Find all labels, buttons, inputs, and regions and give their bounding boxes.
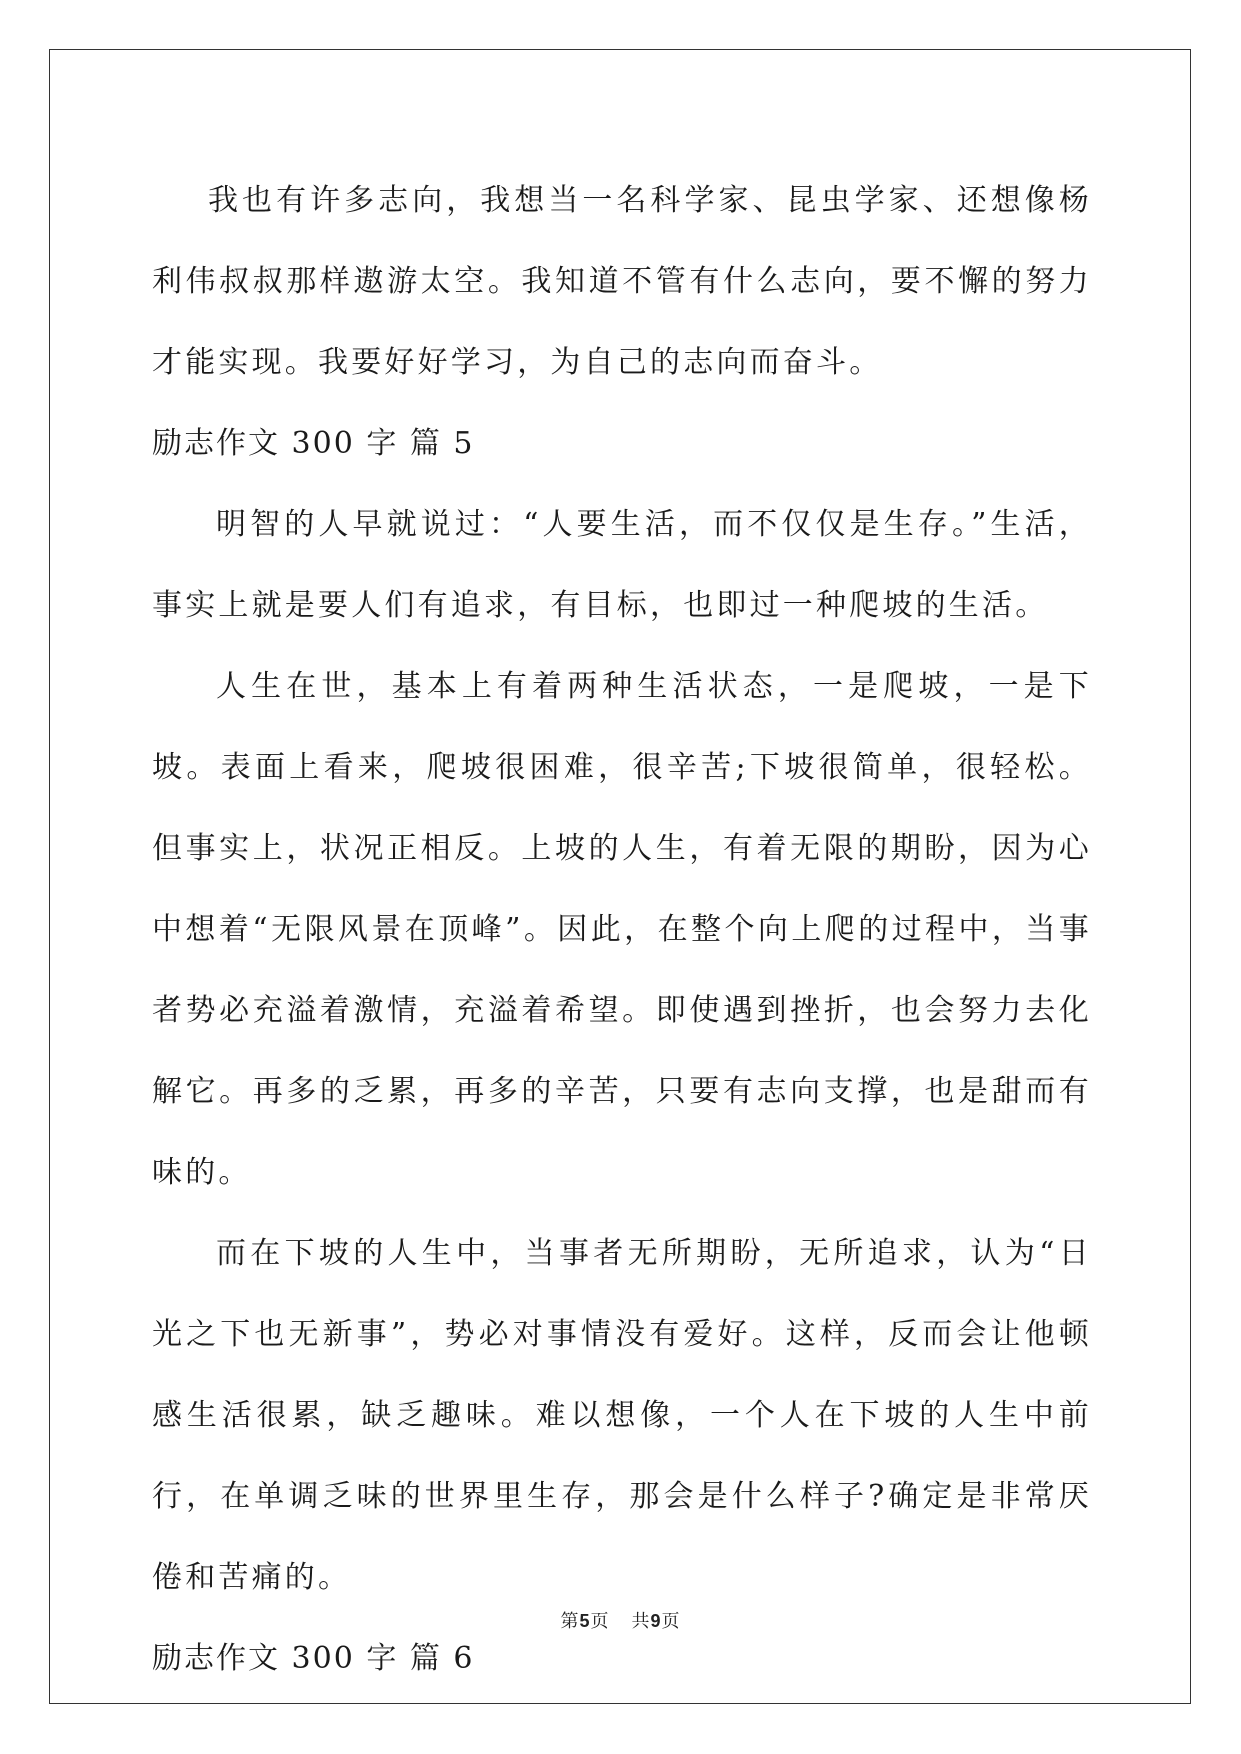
footer-total-prefix: 共 [631, 1611, 651, 1632]
current-page-number: 5 [579, 1611, 591, 1631]
footer-total-suffix: 页 [661, 1611, 681, 1632]
footer-prefix: 第 [560, 1611, 580, 1632]
document-body [152, 160, 1092, 1699]
section-heading: 励志作文 300 字 篇 6 [152, 1641, 475, 1676]
paragraph: 我也有许多志向，我想当一名科学家、昆虫学家、还想像杨利伟叔叔那样遨游太空。我知道不管有什么志向，要不懈的努力才能实现。我要好好学习，为自己的志向而奋斗。 [152, 183, 1092, 380]
paragraph: 而在下坡的人生中，当事者无所期盼，无所追求，认为“日光之下也无新事”，势必对事情没有爱好。这样，反而会让他顿感生活很累，缺乏趣味。难以想像，一个人在下坡的人生中前行，在单调乏味的世界里生存，那会是什么样子?确定是非常厌倦和苦痛的。 [152, 1236, 1092, 1595]
total-page-count: 9 [650, 1611, 662, 1631]
paragraph: 人生在世，基本上有着两种生活状态，一是爬坡，一是下坡。表面上看来，爬坡很困难，很辛苦;下坡很简单，很轻松。但事实上，状况正相反。上坡的人生，有着无限的期盼，因为心中想着“无限风景在顶峰”。因此，在整个向上爬的过程中，当事者势必充溢着激情，充溢着希望。即使遇到挫折，也会努力去化解它。再多的乏累，再多的辛苦，只要有志向支撑，也是甜而有味的。 [152, 669, 1092, 1190]
paragraph: 明智的人早就说过：“人要生活，而不仅仅是生存。”生活，事实上就是要人们有追求，有目标，也即过一种爬坡的生活。 [152, 507, 1092, 623]
page-footer [0, 1607, 1241, 1633]
footer-page-suffix: 页 [590, 1611, 610, 1632]
section-heading: 励志作文 300 字 篇 5 [152, 426, 475, 461]
